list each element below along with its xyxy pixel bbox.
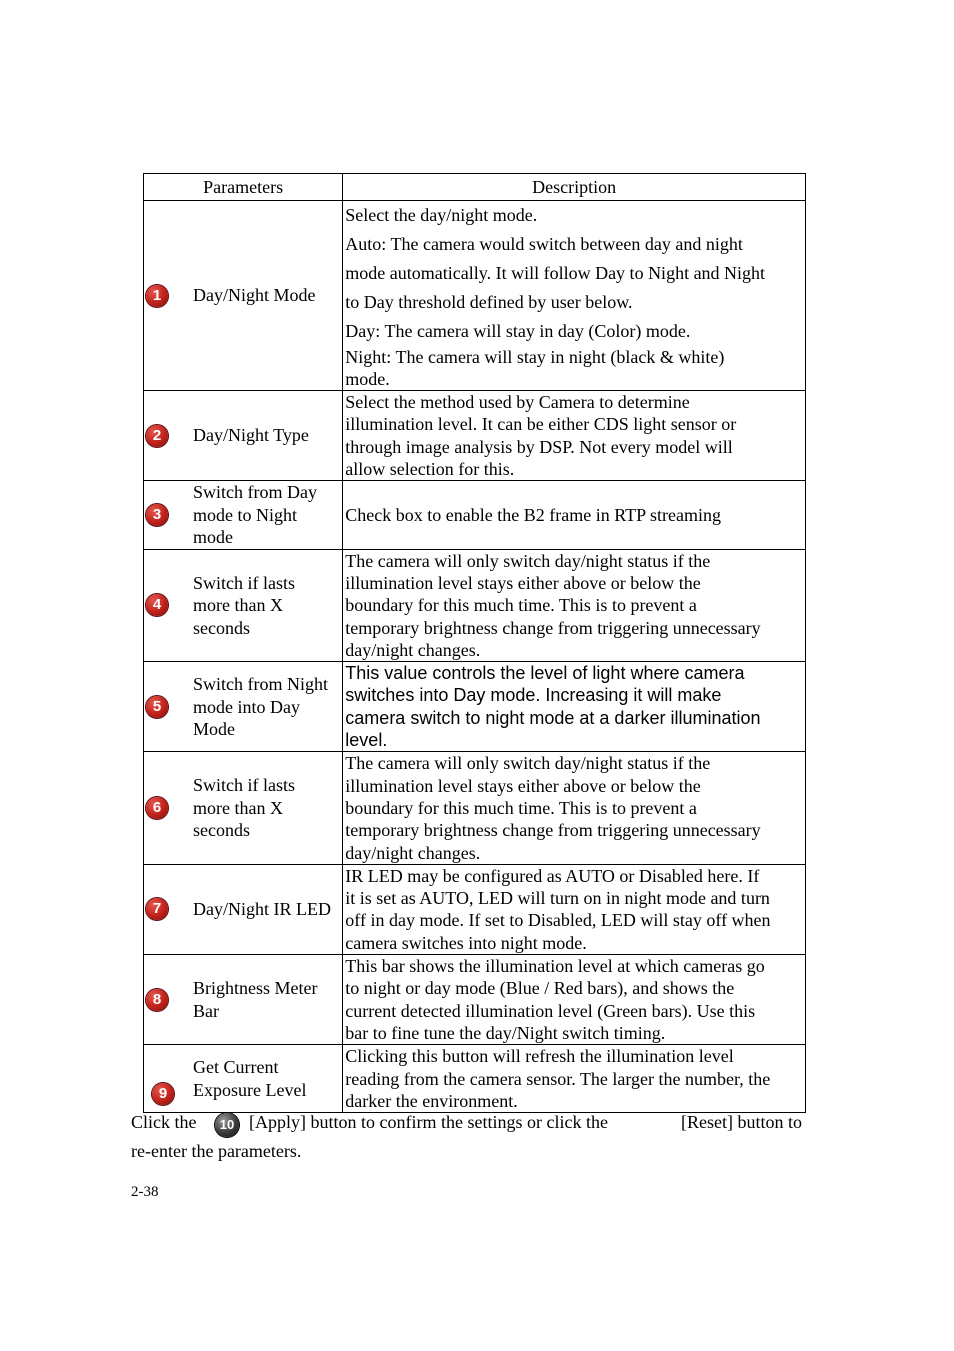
description-line: illumination level. It can be either CDS light sensor or [345,414,737,435]
description-cell [343,1045,806,1113]
table-row [144,201,806,391]
description-line: darker the environment. [345,1090,518,1111]
page-number: 2-38 [131,1184,159,1200]
table-row [144,1045,806,1113]
number-badge-icon: 4 [146,594,168,616]
parameter-name-line: mode [193,527,233,548]
table-row [144,549,806,661]
number-badge-icon: 7 [146,898,168,920]
description-line: Clicking this button will refresh the illumination level [345,1046,734,1067]
number-badge-icon: 1 [146,285,168,307]
parameter-cell [144,391,343,481]
parameter-name-line: Day/Night Type [193,425,309,446]
description-line: Night: The camera will stay in night (black & white) [345,347,725,367]
parameter-cell [144,201,343,391]
footer-apply-text: [Apply] button to confirm the settings or click the [249,1112,608,1132]
description-line: mode automatically. It will follow Day to Night and Night [345,263,766,283]
parameter-cell [144,662,343,752]
description-line: Select the day/night mode. [345,205,538,225]
description-line: it is set as AUTO, LED will turn on in night mode and turn [345,888,770,909]
description-cell [343,391,806,481]
description-line: allow selection for this. [345,458,515,479]
description-line: temporary brightness change from triggering unnecessary [345,820,761,841]
number-badge-icon: 5 [146,696,168,718]
description-line: bar to fine tune the day/Night switch timing. [345,1022,666,1043]
table-row [144,864,806,954]
description-line: IR LED may be configured as AUTO or Disabled here. If [345,865,760,886]
parameter-name-line: Switch if lasts [193,775,295,796]
description-line: Select the method used by Camera to determine [345,392,690,412]
description-line: day/night changes. [345,842,481,863]
parameter-name-line: Brightness Meter [193,978,318,999]
description-cell [343,662,806,752]
description-line: The camera will only switch day/night status if the [345,753,711,774]
table-row [144,481,806,550]
description-line: off in day mode. If set to Disabled, LED will stay off when [345,910,771,931]
description-cell [343,864,806,954]
parameter-name-line: Switch from Night [193,674,328,695]
number-badge-icon: 8 [146,989,168,1011]
description-line: temporary brightness change from triggering unnecessary [345,617,761,638]
badge-10-icon: 10 [215,1109,239,1138]
description-cell [343,955,806,1045]
parameter-name [193,774,295,842]
parameter-cell [144,549,343,661]
description-line: switches into Day mode. Increasing it will make [345,685,722,706]
table-row [144,391,806,481]
parameter-name-line: seconds [193,820,250,841]
parameter-name [193,284,315,307]
header-description: Description [343,174,806,201]
description-cell [343,549,806,661]
description-line: Day: The camera will stay in day (Color) mode. [345,321,691,341]
description-line: illumination level stays either above or below the [345,775,701,796]
parameter-name-line: Day/Night IR LED [193,899,331,920]
footer-reset-text: [Reset] button to [681,1112,802,1132]
parameter-name-line: Switch if lasts [193,572,295,593]
description-line: This value controls the level of light where camera [345,663,745,684]
description-line: current detected illumination level (Green bars). Use this [345,1000,756,1021]
parameter-name [193,673,328,741]
parameter-name-line: mode into Day [193,696,300,717]
description-line: to Day threshold defined by user below. [345,292,633,312]
parameter-cell [144,864,343,954]
description-line: camera switch to night mode at a darker illumination [345,707,761,728]
description-line: to night or day mode (Blue / Red bars), and shows the [345,978,735,999]
description-line: Check box to enable the B2 frame in RTP streaming [345,504,721,525]
description-line: illumination level stays either above or below the [345,572,701,593]
description-line: Auto: The camera would switch between day and night [345,234,743,254]
parameter-name-line: Mode [193,719,235,740]
description-line: boundary for this much time. This is to prevent a [345,797,697,818]
parameter-cell [144,955,343,1045]
parameter-name-line: seconds [193,617,250,638]
parameter-name-line: Switch from Day [193,482,317,503]
parameter-name-line: more than X [193,595,283,616]
description-cell [343,481,806,550]
description-line: The camera will only switch day/night status if the [345,550,711,571]
parameter-cell [144,1045,343,1113]
parameter-name [193,898,331,921]
parameter-name-line: mode to Night [193,504,297,525]
table-row [144,955,806,1045]
description-cell [343,201,806,391]
description-cell [343,752,806,864]
number-badge-icon: 2 [146,425,168,447]
description-line: camera switches into night mode. [345,932,587,953]
parameter-cell [144,481,343,550]
parameter-name-line: Bar [193,1000,219,1021]
parameter-cell [144,752,343,864]
parameter-name [193,481,317,549]
parameter-name-line: Get Current [193,1057,279,1078]
header-parameters: Parameters [144,174,343,201]
parameter-name-line: Day/Night Mode [193,285,316,306]
description-line: This bar shows the illumination level at which cameras go [345,956,765,977]
parameter-name-line: more than X [193,797,283,818]
description-line: reading from the camera sensor. The larger the number, the [345,1068,771,1089]
description-line: day/night changes. [345,639,481,660]
footer-line2: re-enter the parameters. [131,1141,302,1161]
footer-click-the: Click the [131,1112,197,1132]
parameters-table [143,173,806,1113]
table-row [144,662,806,752]
number-badge-icon: 9 [152,1083,174,1105]
parameter-name-line: Exposure Level [193,1079,307,1100]
parameter-name [193,1056,306,1101]
description-line: level. [345,730,388,751]
number-badge-icon: 3 [146,504,168,526]
description-line: through image analysis by DSP. Not every model will [345,436,733,457]
description-line: mode. [345,369,390,389]
number-badge-icon: 6 [146,797,168,819]
parameter-name [193,424,309,447]
table-row [144,752,806,864]
description-line: boundary for this much time. This is to prevent a [345,595,697,616]
table-header-row [144,174,806,201]
parameter-name [193,572,295,640]
parameter-name [193,977,317,1022]
